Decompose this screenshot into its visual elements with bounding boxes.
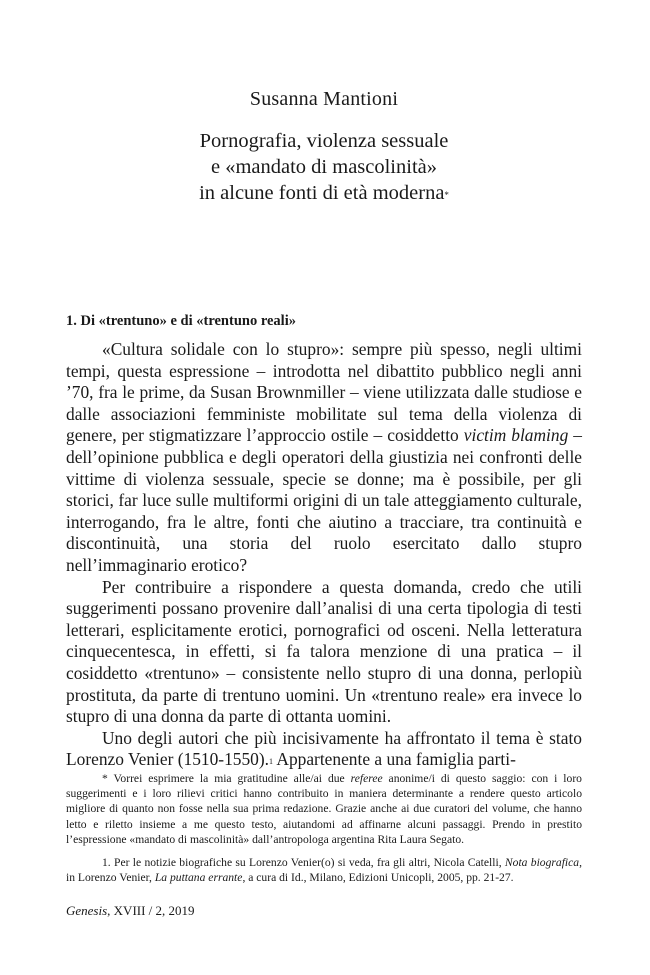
title-line-2: e «mandato di mascolinità» xyxy=(210,156,437,178)
footnote-star-italic: referee xyxy=(350,772,383,785)
paragraph-3 xyxy=(66,728,582,771)
title-footnote-mark: * xyxy=(444,190,449,200)
footnote-ref-1: 1 xyxy=(269,757,273,767)
article-title xyxy=(66,128,582,206)
paragraph-1-italic: victim blaming xyxy=(463,425,569,446)
title-line-3 xyxy=(66,180,582,206)
paragraph-3-text-a: Uno degli autori che più incisivamente ha affrontato il tema è stato Lorenzo Venier (1510-1550). xyxy=(66,727,582,770)
footnote-1 xyxy=(66,855,582,885)
footnote-1-text-b: , in Lorenzo Venier, xyxy=(66,856,582,885)
paragraph-2: Per contribuire a rispondere a questa domanda, credo che utili suggerimenti possano provenire dall’analisi di una certa tipologia di testi letterari, esplicitamente erotici, pornografici od osceni. Nella letteratura cinquecentesca, in effetti, si fa talora menzione di una pratica – il cosiddetto «trentuno» – consistente nello stupro di una donna, perlopiù prostituta, da parte di trentuno uomini. Un «trentuno reale» era invece lo stupro di una donna da parte di ottanta uomini. xyxy=(66,576,582,727)
section-heading: 1. Di «trentuno» e di «trentuno reali» xyxy=(66,313,296,329)
journal-issue: , XVIII / 2, 2019 xyxy=(107,903,195,918)
paper-page xyxy=(66,0,582,975)
paragraph-1 xyxy=(66,339,582,577)
title-line-1: Pornografia, violenza sessuale xyxy=(199,130,449,152)
footnotes xyxy=(66,771,582,885)
paragraph-1-text-a: «Cultura solidale con lo stupro»: sempre più spesso, negli ultimi tempi, questa espressione – introdotta nel dibattito pubblico negli anni ’70, fra le prime, da Susan Brownmiller – viene utilizzata dalle studiose e dalle associazioni femministe mobilitate sul tema della violenza di genere, per stigmatizzare l’approccio ostile – cosiddetto xyxy=(66,339,582,446)
footnote-1-italic-1: Nota biografica xyxy=(504,856,580,870)
title-line-3-text: in alcune fonti di età moderna xyxy=(199,182,445,204)
footnote-star-text-a: * Vorrei esprimere la mia gratitudine alle/ai due xyxy=(102,772,351,785)
body-text xyxy=(66,339,582,771)
footnote-1-italic-2: La puttana errante xyxy=(154,871,243,885)
footnote-1-text-c: , a cura di Id., Milano, Edizioni Unicopli, 2005, pp. 21-27. xyxy=(242,871,514,885)
journal-name: Genesis xyxy=(66,903,108,918)
paragraph-3-text-b: Appartenente a una famiglia parti- xyxy=(273,749,516,770)
footnote-star-text-b: anonime/i di questo saggio: con i loro suggerimenti e i loro rilievi critici hanno contribuito in maniera determinante a rendere questo articolo migliore di quanto non fosse nella sua prima redazione. Grazie anche ai due curatori del volume, che hanno letto e riletto insieme a me questo testo, aiutandomi ad affinarne alcuni passaggi. Prendo in prestito l’espressione «mandato di mascolinità» dall’antropologa argentina Rita Laura Segato. xyxy=(66,772,582,846)
page-footer xyxy=(66,903,195,919)
paragraph-1-text-b: – dell’opinione pubblica e degli operatori della giustizia nei confronti delle vittime di violenza sessuale, specie se donne; ma è possibile, per gli storici, far luce sulle multiformi origini di un tale atteggiamento culturale, interrogando, fra le altre, fonti che aiutino a tracciare, tra continuità e discontinuità, una storia del ruolo esercitato dallo stupro nell’immaginario erotico? xyxy=(66,425,582,575)
footnote-star xyxy=(66,771,582,847)
footnote-1-text-a: 1. Per le notizie biografiche su Lorenzo Venier(o) si veda, fra gli altri, Nicola Catelli, xyxy=(102,856,505,870)
author-name: Susanna Mantioni xyxy=(249,88,399,110)
